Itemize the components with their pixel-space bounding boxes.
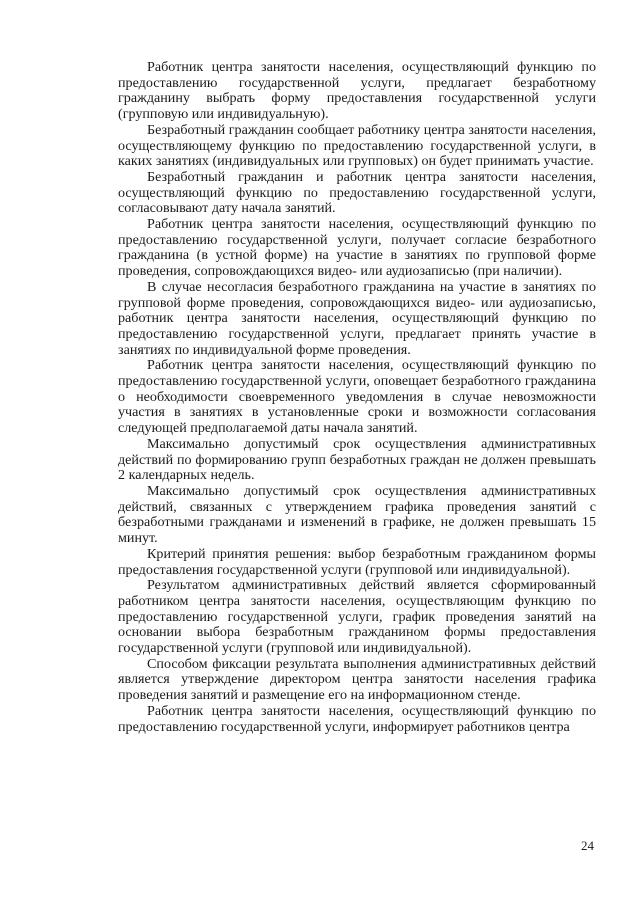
paragraph-4: Работник центра занятости населения, осуществляющий функцию по предоставлению государственной услуги, получает согласие безработного гражданина (в устной форме) на участие в занятиях по групповой форме проведения, сопровождающихся видео- или аудиозаписью (при наличии). — [118, 216, 596, 280]
page-number: 24 — [581, 838, 594, 853]
paragraph-10: Результатом административных действий является сформированный работником центра занятости населения, осуществляющим функцию по предоставлению государственной услуги, график проведения занятий на основании выбора безработным гражданином формы предоставления государственной услуги (групповой или индивидуальной). — [118, 577, 596, 657]
paragraph-6: Работник центра занятости населения, осуществляющий функцию по предоставлению государственной услуги, оповещает безработного гражданина о необходимости своевременного уведомления в случае невозможности участия в занятиях в установленные сроки и возможности согласования следующей предполагаемой даты начала занятий. — [118, 357, 596, 437]
paragraph-12: Работник центра занятости населения, осуществляющий функцию по предоставлению государственной услуги, информирует работников центра — [118, 702, 596, 735]
paragraph-3: Безработный гражданин и работник центра занятости населения, осуществляющий функцию по предоставлению государственной услуги, согласовывают дату начала занятий. — [118, 168, 596, 217]
paragraph-2: Безработный гражданин сообщает работнику центра занятости населения, осуществляющему функцию по предоставлению государственной услуги, в каких занятиях (индивидуальных или групповых) он будет принимать участие. — [118, 121, 596, 170]
paragraph-5: В случае несогласия безработного гражданина на участие в занятиях по групповой форме проведения, сопровождающихся видео- или аудиозаписью, работник центра занятости населения, осуществляющий функцию по предоставлению государственной услуги, предлагает принять участие в занятиях по индивидуальной форме проведения. — [118, 278, 596, 358]
paragraph-7: Максимально допустимый срок осуществления административных действий по формированию групп безработных граждан не должен превышать 2 календарных недель. — [118, 435, 596, 484]
document-body — [118, 60, 596, 735]
paragraph-8: Максимально допустимый срок осуществления административных действий, связанных с утверждением графика проведения занятий с безработными гражданами и изменений в графике, не должен превышать 15 минут. — [118, 482, 596, 547]
paragraph-1: Работник центра занятости населения, осуществляющий функцию по предоставлению государственной услуги, предлагает безработному гражданину выбрать форму предоставления государственной услуги (групповую или индивидуальную). — [118, 59, 596, 123]
paragraph-11: Способом фиксации результата выполнения административных действий является утверждение директором центра занятости населения графика проведения занятий и размещение его на информационном стенде. — [118, 655, 596, 704]
paragraph-9: Критерий принятия решения: выбор безработным гражданином формы предоставления государственной услуги (групповой или индивидуальной). — [118, 545, 596, 578]
